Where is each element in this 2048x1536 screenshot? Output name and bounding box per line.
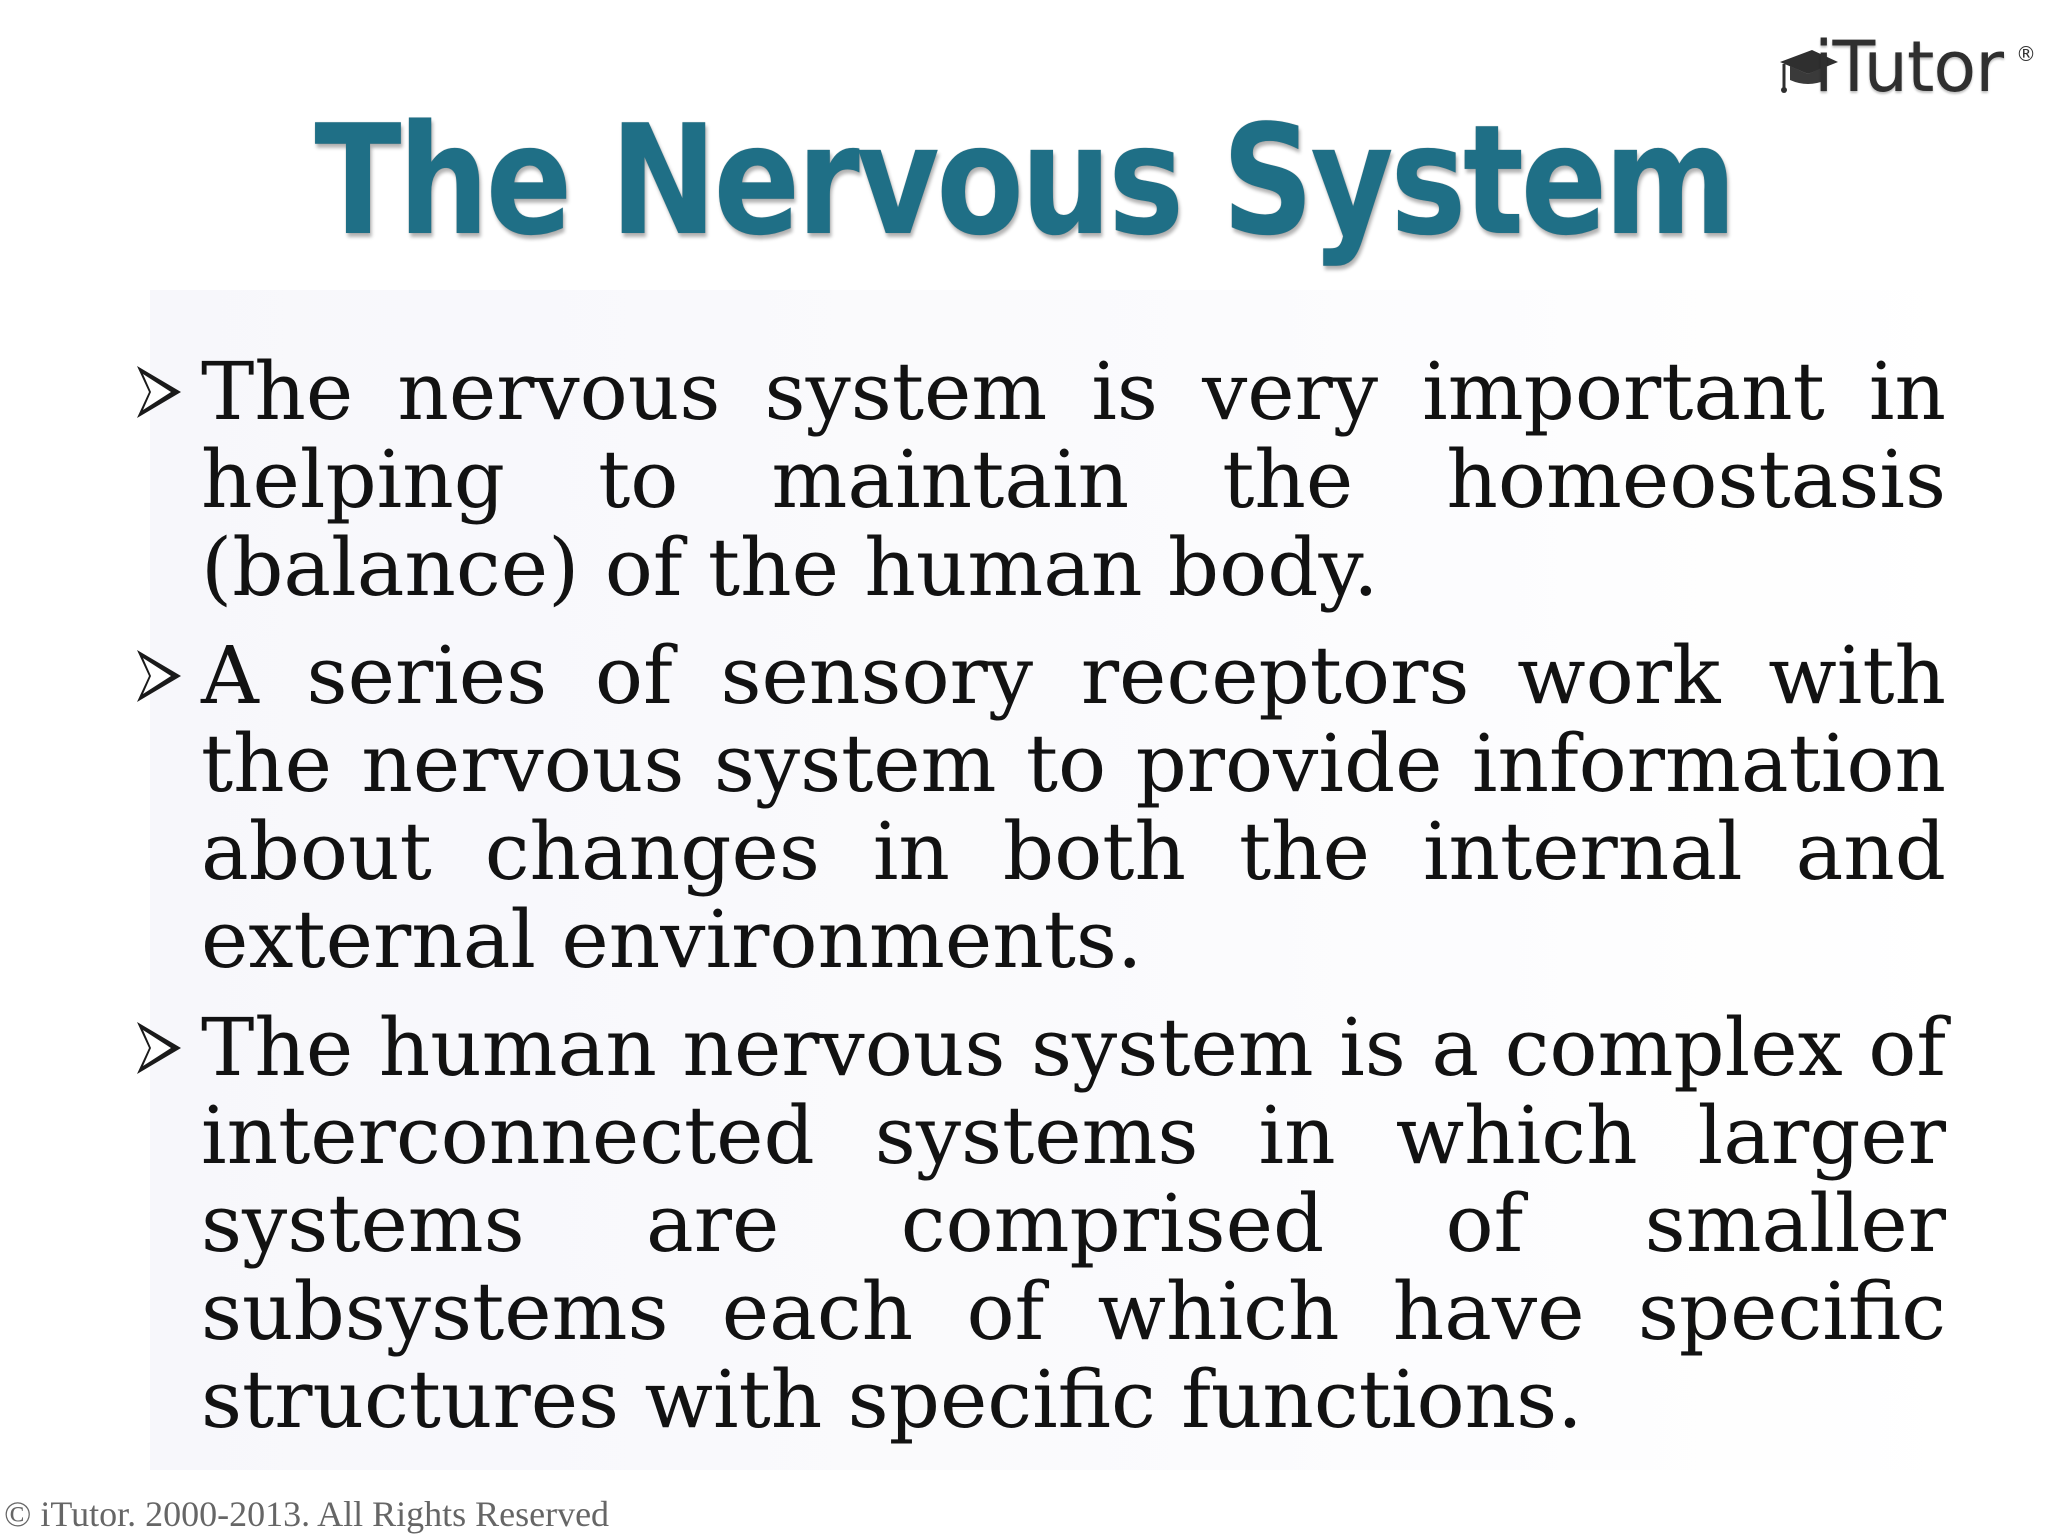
bullet-text: The human nervous system is a complex of interconnected systems in which larger systems are comprised of smaller subsystems each of which have specific structures with specific functions. xyxy=(201,1001,1946,1446)
arrowhead-bullet-icon xyxy=(133,1018,185,1078)
bullet-text: The nervous system is very important in helping to maintain the homeostasis (balance) of the human body. xyxy=(201,345,1946,614)
arrowhead-bullet-icon xyxy=(133,646,185,706)
itutor-logo xyxy=(1776,18,2036,118)
copyright-footer: © iTutor. 2000-2013. All Rights Reserved xyxy=(4,1493,610,1534)
list-item xyxy=(125,345,1955,614)
page-title: The Nervous System xyxy=(314,92,1734,269)
logo-text: iTutor xyxy=(1814,26,2003,108)
bullet-list xyxy=(125,345,1955,1464)
bullet-text: A series of sensory receptors work with the nervous system to provide information about changes in both the internal and external environments. xyxy=(201,629,1946,986)
list-item xyxy=(125,1001,1955,1446)
list-item xyxy=(125,629,1955,986)
registered-mark: ® xyxy=(2016,42,2036,66)
arrowhead-bullet-icon xyxy=(133,362,185,422)
